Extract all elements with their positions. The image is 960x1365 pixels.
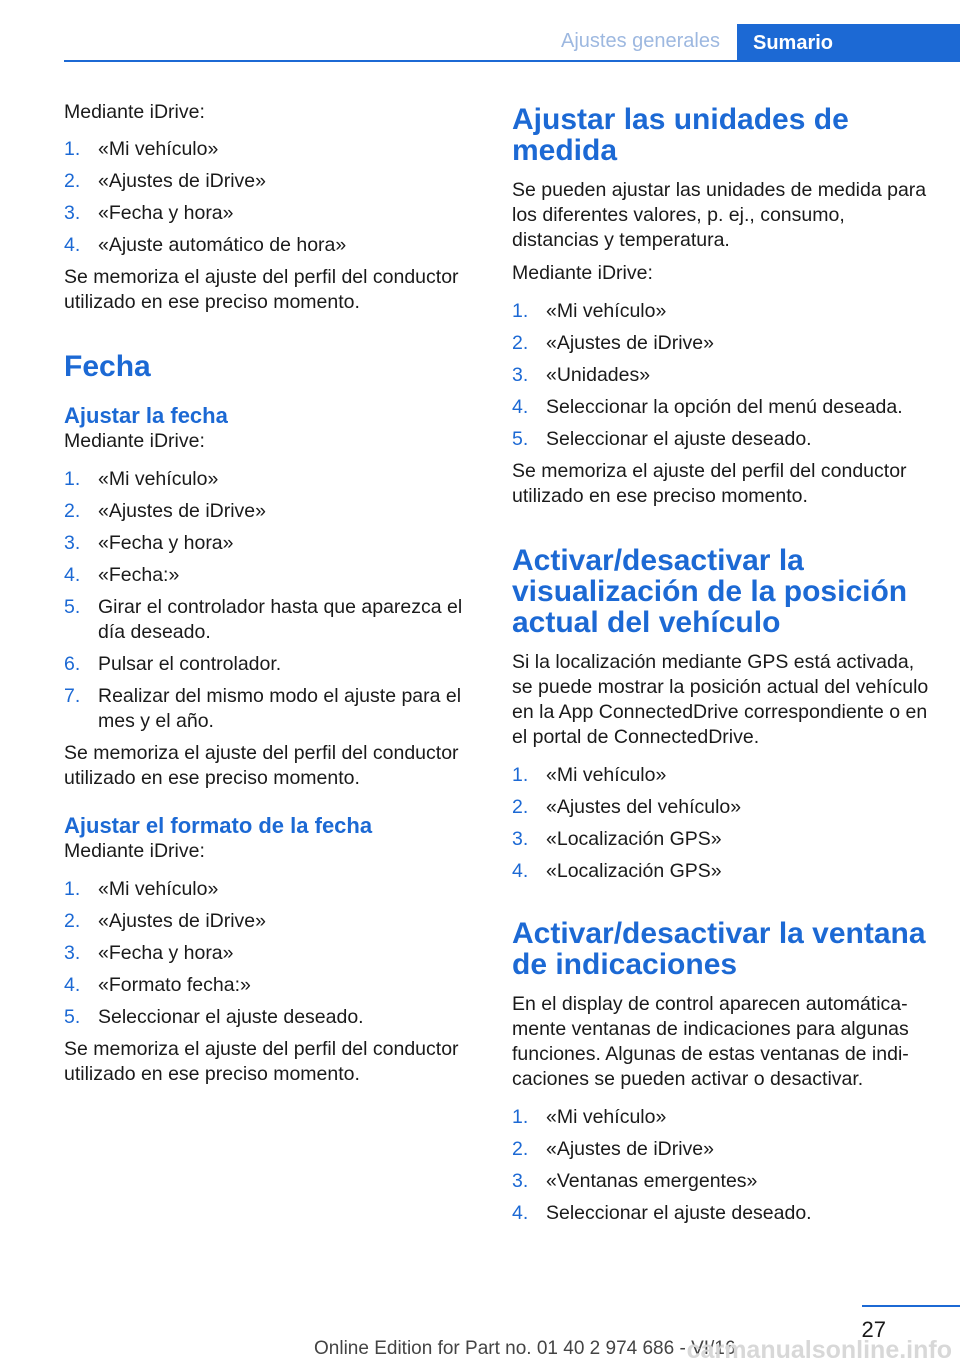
list-item-number: 3.	[512, 364, 529, 386]
list-item-text: Girar el controlador hasta que aparezca el día deseado.	[98, 596, 463, 643]
list-item-text: «Fecha y hora»	[98, 942, 234, 964]
list-item-number: 4.	[512, 1202, 529, 1224]
right-column	[512, 100, 932, 1233]
intro-text: Mediante iDrive:	[64, 101, 205, 123]
list-item-number: 4.	[64, 564, 81, 586]
list-item	[64, 1005, 474, 1030]
list-item-number: 1.	[64, 468, 81, 490]
list-item-number: 1.	[64, 138, 81, 160]
list-item-text: «Mi vehículo»	[98, 878, 219, 900]
summary-tab[interactable]: Sumario	[737, 24, 960, 61]
steps-list-units	[512, 299, 932, 452]
list-item	[64, 684, 474, 734]
steps-list-date	[64, 467, 474, 734]
intro-text: Mediante iDrive:	[64, 840, 205, 862]
list-item	[512, 1137, 932, 1162]
list-item-text: Realizar del mismo modo el ajuste para el mes y el año.	[98, 685, 462, 732]
list-item-text: «Ajustes de iDrive»	[546, 1138, 714, 1160]
list-item	[512, 1169, 932, 1194]
section-title-popup-windows: Activar/desactivar la ventana de indicaciones	[512, 917, 926, 981]
list-item	[512, 859, 932, 884]
list-item	[512, 763, 932, 788]
intro-text: Mediante iDrive:	[64, 430, 205, 452]
list-item-text: «Ajustes del vehículo»	[546, 796, 742, 818]
header-rule	[64, 60, 960, 62]
list-item-number: 5.	[512, 428, 529, 450]
list-item-text: «Localización GPS»	[546, 828, 722, 850]
list-item-number: 1.	[64, 878, 81, 900]
left-column	[64, 100, 474, 1087]
list-item	[64, 909, 474, 934]
list-item-text: «Mi vehículo»	[98, 138, 219, 160]
list-item-text: «Fecha y hora»	[98, 532, 234, 554]
list-item	[64, 169, 474, 194]
note-text: Se memoriza el ajuste del perfil del conductor utilizado en ese preciso momento.	[64, 266, 459, 313]
list-item	[512, 331, 932, 356]
list-item	[512, 395, 932, 420]
list-item-number: 1.	[512, 764, 529, 786]
list-item-text: Seleccionar el ajuste deseado.	[98, 1006, 364, 1028]
page-number: 27	[861, 1317, 886, 1342]
list-item-text: «Ajustes de iDrive»	[98, 170, 266, 192]
watermark-text: carmanualsonline.info	[686, 1336, 952, 1364]
footer-edition-text: Online Edition for Part no. 01 40 2 974 686 - VI/16	[314, 1338, 736, 1359]
list-item-number: 2.	[512, 332, 529, 354]
popup-windows-description: En el display de control aparecen automáticamente ventanas de indicaciones para algunas funciones. Algunas de estas ventanas de indicaciones se pueden activar o desactivar.	[512, 993, 909, 1090]
list-item	[64, 531, 474, 556]
list-item-number: 4.	[64, 234, 81, 256]
list-item	[64, 563, 474, 588]
note-text: Se memoriza el ajuste del perfil del conductor utilizado en ese preciso momento.	[512, 460, 907, 507]
list-item-text: Seleccionar la opción del menú deseada.	[546, 396, 903, 418]
list-item-number: 3.	[64, 532, 81, 554]
list-item-text: «Mi vehículo»	[546, 300, 667, 322]
list-item-number: 4.	[512, 860, 529, 882]
units-description: Se pueden ajustar las unidades de medida para los diferentes valores, p. ej., consumo, distancias y temperatura.	[512, 179, 927, 251]
list-item-number: 4.	[64, 974, 81, 996]
list-item	[512, 827, 932, 852]
list-item-text: Seleccionar el ajuste deseado.	[546, 428, 812, 450]
list-item-text: «Fecha:»	[98, 564, 180, 586]
list-item-text: «Mi vehículo»	[98, 468, 219, 490]
list-item-number: 2.	[512, 796, 529, 818]
list-item	[64, 973, 474, 998]
list-item-text: «Fecha y hora»	[98, 202, 234, 224]
list-item-number: 2.	[64, 910, 81, 932]
list-item	[64, 652, 474, 677]
header-section-title: Ajustes generales	[561, 30, 720, 52]
note-text: Se memoriza el ajuste del perfil del conductor utilizado en ese preciso momento.	[64, 742, 459, 789]
list-item-number: 1.	[512, 1106, 529, 1128]
list-item-text: «Unidades»	[546, 364, 651, 386]
list-item-number: 6.	[64, 653, 81, 675]
list-item	[64, 137, 474, 162]
list-item	[512, 795, 932, 820]
list-item-text: «Ajustes de iDrive»	[98, 910, 266, 932]
list-item-text: «Ajustes de iDrive»	[546, 332, 714, 354]
subsection-title-date-format: Ajustar el formato de la fecha	[64, 813, 373, 838]
list-item-number: 3.	[512, 1170, 529, 1192]
list-item-number: 3.	[64, 202, 81, 224]
list-item	[64, 499, 474, 524]
list-item-text: «Ajuste automático de hora»	[98, 234, 347, 256]
steps-list-gps	[512, 763, 932, 884]
list-item-number: 7.	[64, 685, 81, 707]
page-number-rule	[862, 1305, 960, 1307]
list-item	[64, 941, 474, 966]
list-item-number: 1.	[512, 300, 529, 322]
list-item-text: Pulsar el controlador.	[98, 653, 282, 675]
list-item-number: 3.	[512, 828, 529, 850]
vehicle-position-description: Si la localización mediante GPS está activada, se puede mostrar la posición actual del vehículo en la App ConnectedDrive correspondiente o en el portal de ConnectedDrive.	[512, 651, 929, 748]
list-item-text: «Ajustes de iDrive»	[98, 500, 266, 522]
list-item-text: «Mi vehículo»	[546, 764, 667, 786]
subsection-title-set-date: Ajustar la fecha	[64, 403, 228, 428]
list-item	[64, 467, 474, 492]
section-title-units: Ajustar las unidades de medida	[512, 103, 849, 167]
list-item	[64, 595, 474, 645]
list-item	[512, 363, 932, 388]
steps-list-date-format	[64, 877, 474, 1030]
list-item-number: 5.	[64, 1006, 81, 1028]
list-item-number: 2.	[64, 170, 81, 192]
list-item-text: «Localización GPS»	[546, 860, 722, 882]
list-item-number: 2.	[64, 500, 81, 522]
list-item	[512, 1201, 932, 1226]
list-item	[64, 877, 474, 902]
list-item-text: «Mi vehículo»	[546, 1106, 667, 1128]
section-title-vehicle-position: Activar/desactivar la visualización de la posición actual del vehículo	[512, 544, 908, 639]
list-item	[512, 1105, 932, 1130]
list-item-text: «Formato fecha:»	[98, 974, 251, 996]
section-title-fecha: Fecha	[64, 350, 151, 383]
list-item-text: Seleccionar el ajuste deseado.	[546, 1202, 812, 1224]
list-item	[64, 233, 474, 258]
list-item-text: «Ventanas emergentes»	[546, 1170, 758, 1192]
list-item	[512, 299, 932, 324]
list-item-number: 5.	[64, 596, 81, 618]
steps-list-popups	[512, 1105, 932, 1226]
intro-text: Mediante iDrive:	[512, 262, 653, 284]
list-item-number: 2.	[512, 1138, 529, 1160]
list-item-number: 3.	[64, 942, 81, 964]
list-item	[512, 427, 932, 452]
list-item	[64, 201, 474, 226]
list-item-number: 4.	[512, 396, 529, 418]
steps-list-time	[64, 137, 474, 258]
note-text: Se memoriza el ajuste del perfil del conductor utilizado en ese preciso momento.	[64, 1038, 459, 1085]
